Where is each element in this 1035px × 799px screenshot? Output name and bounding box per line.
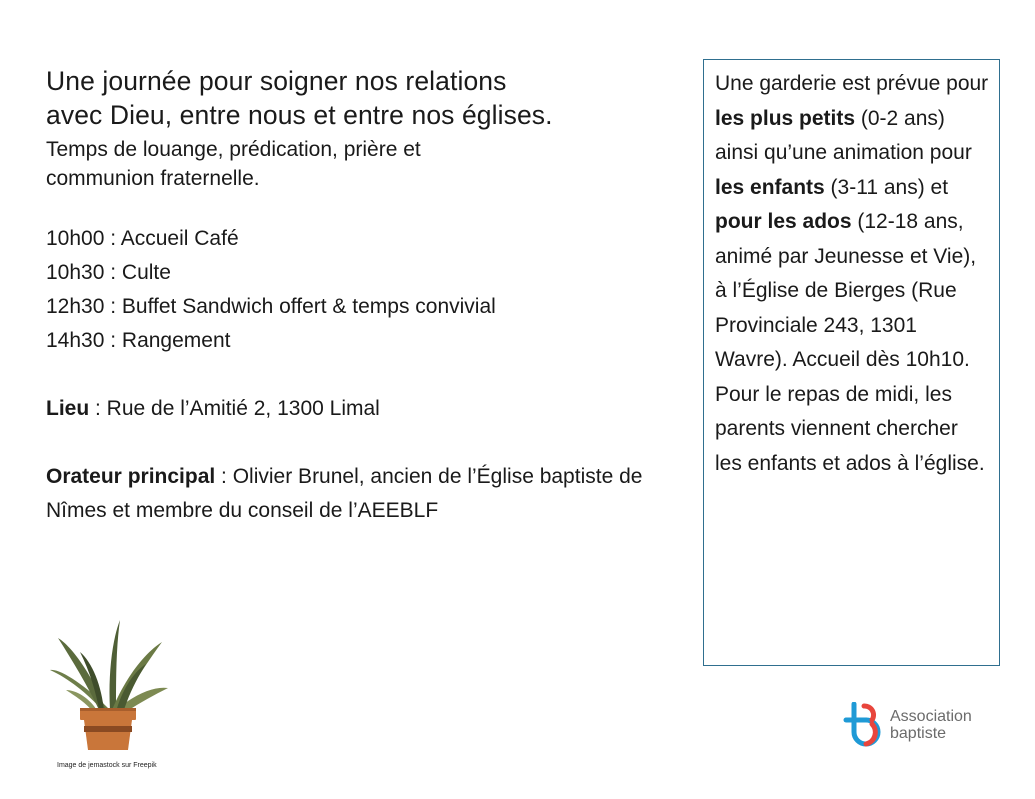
- schedule-item: 10h30 : Culte: [46, 261, 171, 284]
- speaker: [46, 460, 696, 528]
- childcare-bold-children: les enfants: [715, 175, 825, 199]
- headline-line-1: Une journée pour soigner nos relations: [46, 66, 507, 96]
- speaker-label: Orateur principal: [46, 465, 216, 488]
- childcare-bold-teens: pour les ados: [715, 210, 852, 233]
- subheadline: [46, 135, 696, 193]
- venue-label: Lieu: [46, 397, 90, 420]
- childcare-text: (3-11 ans) et: [824, 175, 949, 199]
- potted-plant-illustration: [46, 616, 170, 752]
- venue: [46, 392, 696, 426]
- venue-address: : Rue de l’Amitié 2, 1300 Limal: [89, 397, 380, 420]
- schedule-list: [46, 222, 696, 358]
- logo-line-1: Association: [890, 708, 972, 725]
- childcare-text: Une garderie est prévue pour: [715, 72, 989, 95]
- logo-line-2: baptiste: [890, 725, 947, 742]
- childcare-bold-toddlers: les plus petits: [715, 106, 856, 130]
- main-content: [46, 64, 696, 528]
- schedule-item: 14h30 : Rangement: [46, 329, 231, 352]
- subheadline-line-2: communion fraternelle.: [46, 167, 260, 190]
- headline-line-2: avec Dieu, entre nous et entre nos églises.: [46, 100, 553, 130]
- image-credit: Image de jemastock sur Freepik: [57, 762, 157, 769]
- schedule-item: 10h00 : Accueil Café: [46, 227, 239, 250]
- childcare-text: (0-2 ans) ainsi qu’une animation pour: [715, 106, 972, 164]
- childcare-text: (12-18 ans, animé par Jeunesse et Vie), à l’Église de Bierges (Rue Provinciale 243, 1301 Wavre). Accueil dès 10h10. Pour le repas de midi, les parents viennent chercher les enfants et ados à l’église.: [715, 210, 985, 475]
- childcare-info-box: [703, 59, 1000, 666]
- association-baptiste-logo: [842, 702, 972, 748]
- headline: [46, 64, 696, 132]
- association-baptiste-logo-icon: [842, 702, 884, 748]
- schedule-item: 12h30 : Buffet Sandwich offert & temps convivial: [46, 295, 496, 318]
- speaker-description: : Olivier Brunel, ancien de l’Église baptiste de Nîmes et membre du conseil de l’AEEBLF: [46, 465, 643, 522]
- logo-wordmark: [890, 708, 972, 742]
- subheadline-line-1: Temps de louange, prédication, prière et: [46, 138, 421, 161]
